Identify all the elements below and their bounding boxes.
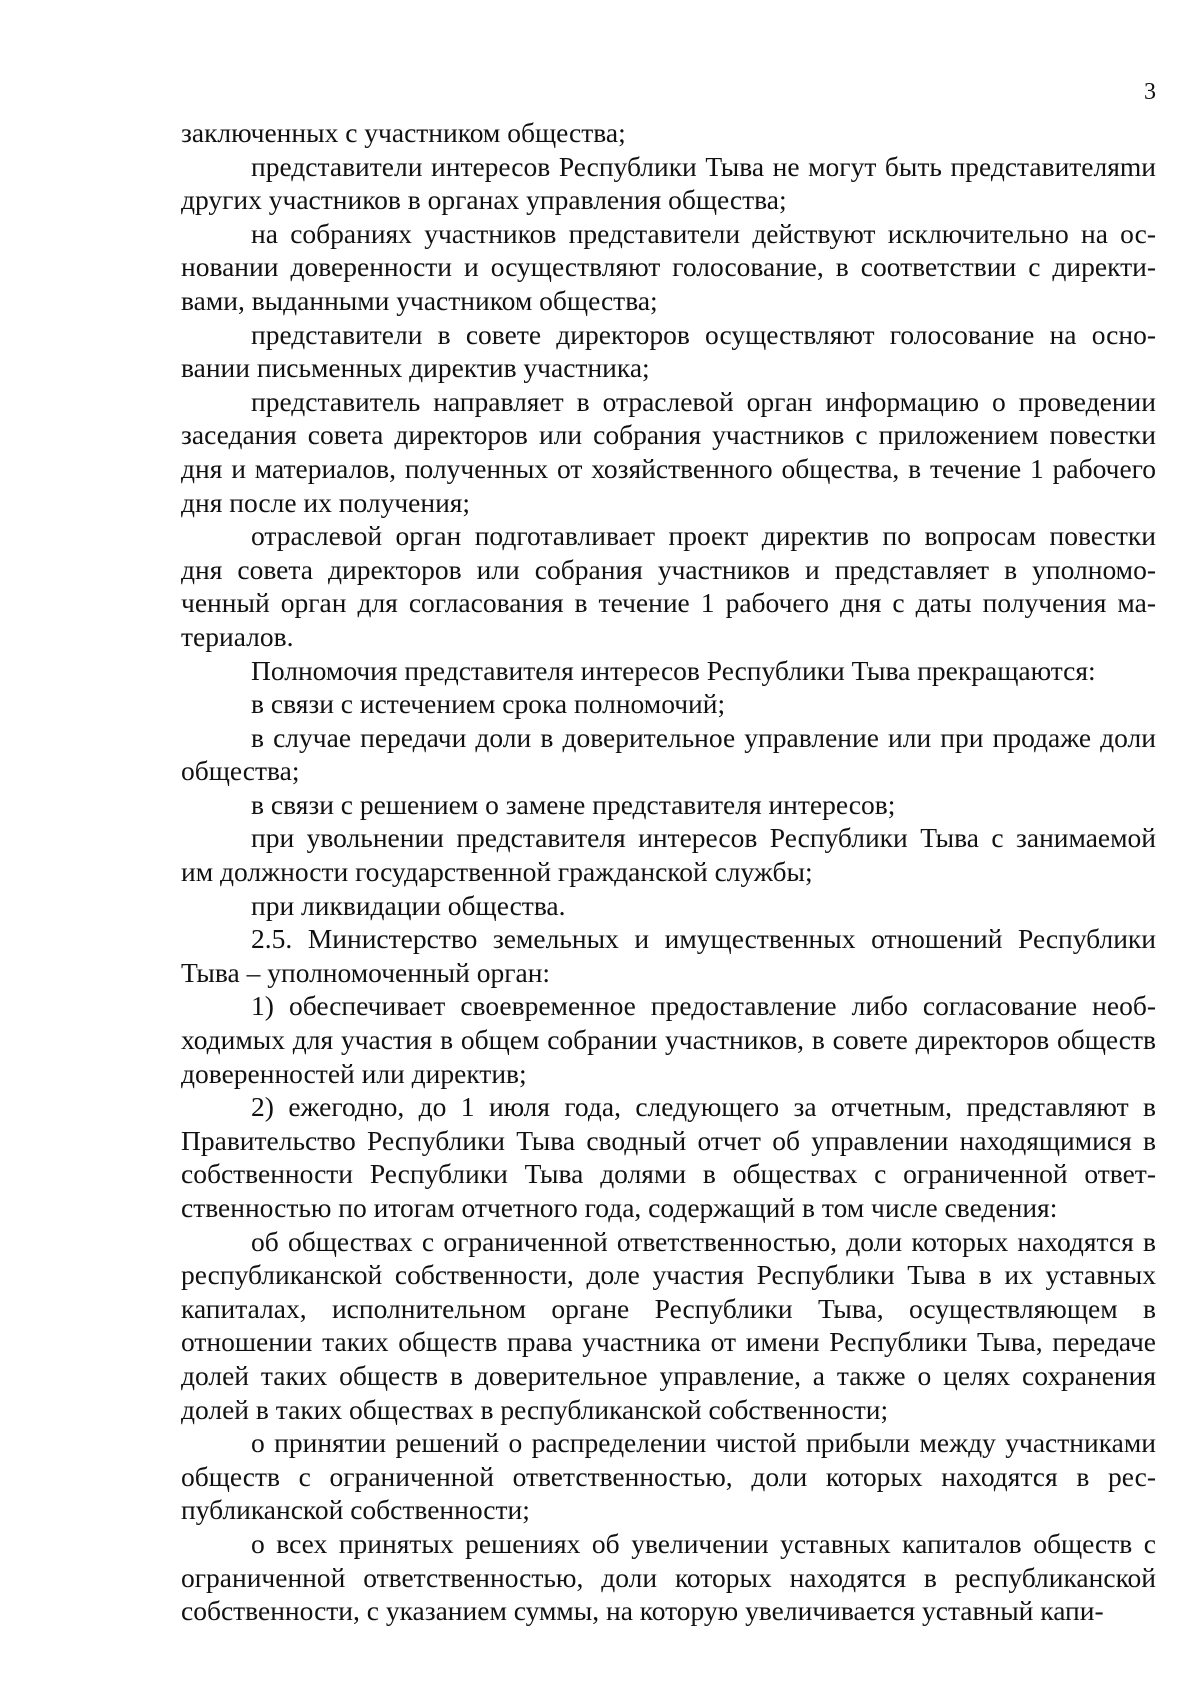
page-number: 3 [1144, 79, 1156, 105]
paragraph: в связи с истечением срока полномочий; [251, 688, 726, 720]
paragraph: о принятии решений о распределении чистой прибыли между участниками обществ с ограниченной ответственностью, доли которых находятся в республиканской собственности; [181, 1427, 1156, 1526]
paragraph: представитель направляет в отраслевой орган информацию о проведении заседания совета директоров или собрания участников с приложением повестки дня и материалов, полученных от хозяйственного общества, в течение 1 рабочего дня после их получения; [181, 385, 1156, 518]
paragraph: при увольнении представителя интересов Республики Тыва с занимаемой им должности государственной гражданской службы; [181, 822, 1156, 888]
paragraph: о всех принятых решениях об увеличении уставных капиталов обществ с ограниченной ответственностью, доли которых находятся в республиканской собственности, с указанием суммы, на которую увеличивается уставный капи- [181, 1527, 1156, 1627]
paragraph: представители интересов Республики Тыва не могут быть представителяmи других участников в органах управления общества; [181, 150, 1156, 216]
paragraph: 1) обеспечивает своевременное предоставление либо согласование необходимых для участия в общем собрании участников, в совете директоров обществ доверенностей или директив; [181, 990, 1156, 1089]
paragraph: при ликвидации общества. [251, 889, 566, 921]
paragraph: в связи с решением о замене представителя интересов; [251, 788, 896, 820]
paragraph: на собраниях участников представители действуют исключительно на основании доверенности и осуществляют голосование, в соответствии с директивами, выданными участником общества; [181, 217, 1156, 316]
paragraph: Полномочия представителя интересов Республики Тыва прекращаются: [251, 654, 1096, 686]
document-body [181, 116, 1156, 1628]
paragraph: 2.5. Министерство земельных и имущественных отношений Республики Тыва – уполномоченный орган: [181, 923, 1156, 988]
paragraph: представители в совете директоров осуществляют голосование на основании письменных директив участника; [181, 318, 1156, 384]
paragraph: заключенных с участником общества; [181, 117, 626, 148]
paragraph: об обществах с ограниченной ответственностью, доли которых находятся в республиканской собственности, доле участия Республики Тыва в их уставных капиталах, исполнительном органе Республики Тыва, осуществляющем в отношении таких обществ права участника от имени Республики Тыва, передаче долей таких обществ в доверительное управление, а также о целях сохранения долей в таких обществах в республиканской собственности; [181, 1225, 1156, 1425]
paragraph: 2) ежегодно, до 1 июля года, следующего за отчетным, представляют в Правительство Республики Тыва сводный отчет об управлении находящимися в собственности Республики Тыва долями в обществах с ограниченной ответственностью по итогам отчетного года, содержащий в том числе сведения: [181, 1091, 1156, 1223]
paragraph: в случае передачи доли в доверительное управление или при продаже доли общества; [181, 721, 1156, 787]
paragraph: отраслевой орган подготавливает проект директив по вопросам повестки дня совета директоров или собрания участников и представляет в уполномоченный орган для согласования в течение 1 рабочего дня с даты получения материалов. [181, 520, 1156, 652]
